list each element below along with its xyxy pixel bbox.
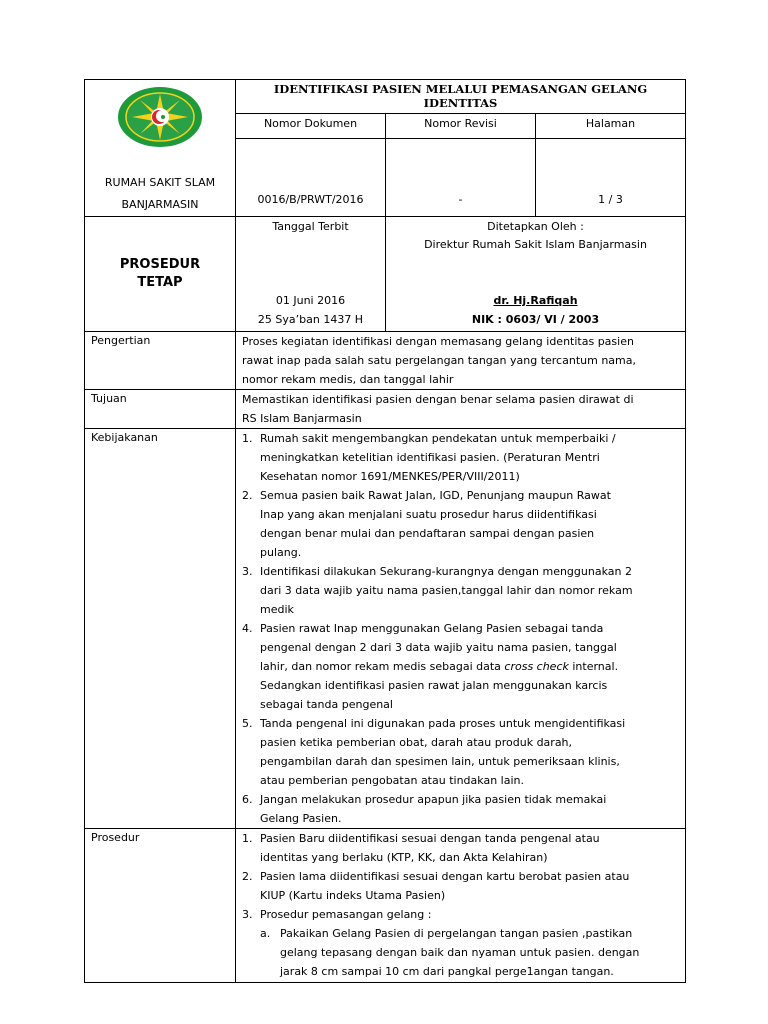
sub-list-item <box>242 924 679 981</box>
sop-header-table <box>84 79 686 983</box>
item-line: Gelang Pasien. <box>260 812 342 825</box>
prosedur-content <box>236 829 686 983</box>
item-line: jarak 8 cm sampai 10 cm dari pangkal perge1angan tangan. <box>280 965 614 978</box>
procedure-type-line1: PROSEDUR <box>119 257 201 272</box>
item-number: 1. <box>242 832 253 845</box>
item-line: sebagai tanda pengenal <box>260 698 393 711</box>
list-item <box>242 429 679 486</box>
pengertian-line: Proses kegiatan identifikasi dengan memasang gelang identitas pasien <box>242 335 634 348</box>
item-line: Pakaikan Gelang Pasien di pergelangan tangan pasien ,pastikan <box>280 927 633 940</box>
issue-date-hijri: 25 Sya’ban 1437 H <box>257 313 364 326</box>
list-item <box>242 486 679 562</box>
list-item <box>242 867 679 905</box>
item-line: Tanda pengenal ini digunakan pada proses untuk mengidentifikasi <box>260 717 626 730</box>
item-line: Inap yang akan menjalani suatu prosedur harus diidentifikasi <box>260 508 597 521</box>
item-line: pasien ketika pemberian obat, darah atau produk darah, <box>260 736 573 749</box>
list-item <box>242 790 679 828</box>
item-line: atau pemberian pengobatan atau tindakan lain. <box>260 774 524 787</box>
item-number: 3. <box>242 565 253 578</box>
list-item <box>242 905 679 924</box>
hospital-name-line1: RUMAH SAKIT SLAM <box>104 176 216 189</box>
pengertian-line: rawat inap pada salah satu pergelangan tangan yang tercantum nama, <box>242 354 636 367</box>
hospital-cell <box>85 80 236 217</box>
pengertian-content <box>236 332 686 390</box>
list-item <box>242 562 679 619</box>
item-letter: a. <box>260 927 271 940</box>
issue-date-label: Tanggal Terbit <box>272 220 349 233</box>
page-label: Halaman <box>536 114 686 139</box>
document-title: IDENTIFIKASI PASIEN MELALUI PEMASANGAN GELANG IDENTITAS <box>236 80 686 114</box>
item-line: Pasien rawat Inap menggunakan Gelang Pasien sebagai tanda <box>260 622 604 635</box>
tujuan-label: Tujuan <box>85 390 236 429</box>
list-item <box>242 829 679 867</box>
list-item <box>242 714 679 790</box>
item-line: gelang tepasang dengan baik dan nyaman untuk pasien. dengan <box>280 946 640 959</box>
item-line: medik <box>260 603 294 616</box>
italic-term: cross check <box>504 660 569 673</box>
tujuan-line: RS Islam Banjarmasin <box>242 412 362 425</box>
page-value: 1 / 3 <box>536 138 686 216</box>
item-line: dari 3 data wajib yaitu nama pasien,tanggal lahir dan nomor rekam <box>260 584 633 597</box>
item-line-text: lahir, dan nomor rekam medis sebagai data <box>260 660 505 673</box>
item-line: Semua pasien baik Rawat Jalan, IGD, Penunjang maupun Rawat <box>260 489 611 502</box>
tujuan-content <box>236 390 686 429</box>
item-line: Rumah sakit mengembangkan pendekatan untuk memperbaiki / <box>260 432 616 445</box>
list-item <box>242 619 679 714</box>
item-line: meningkatkan ketelitian identifikasi pasien. (Peraturan Mentri <box>260 451 600 464</box>
item-line: KIUP (Kartu indeks Utama Pasien) <box>260 889 446 902</box>
signer-nik: NIK : 0603/ VI / 2003 <box>471 313 600 326</box>
item-line: Sedangkan identifikasi pasien rawat jalan menggunakan karcis <box>260 679 608 692</box>
item-line: pulang. <box>260 546 302 559</box>
tujuan-line: Memastikan identifikasi pasien dengan benar selama pasien dirawat di <box>242 393 634 406</box>
doc-number-label: Nomor Dokumen <box>236 114 386 139</box>
item-number: 5. <box>242 717 253 730</box>
item-line: Identifikasi dilakukan Sekurang-kurangnya dengan menggunakan 2 <box>260 565 632 578</box>
item-line-text: internal. <box>568 660 619 673</box>
item-number: 6. <box>242 793 253 806</box>
item-line: pengenal dengan 2 dari 3 data wajib yaitu nama pasien, tanggal <box>260 641 617 654</box>
item-line: identitas yang berlaku (KTP, KK, dan Akta Kelahiran) <box>260 851 548 864</box>
item-line: pengambilan darah dan spesimen lain, untuk pemeriksaan klinis, <box>260 755 620 768</box>
item-number: 4. <box>242 622 253 635</box>
set-by-label: Ditetapkan Oleh : <box>487 220 584 233</box>
hospital-logo-icon <box>116 86 204 148</box>
item-line: Kesehatan nomor 1691/MENKES/PER/VIII/2011) <box>260 470 520 483</box>
item-line: Prosedur pemasangan gelang : <box>260 908 432 921</box>
set-by-role: Direktur Rumah Sakit Islam Banjarmasin <box>424 238 647 251</box>
issue-date: 01 Juni 2016 <box>275 294 346 307</box>
pengertian-line: nomor rekam medis, dan tanggal lahir <box>242 373 454 386</box>
hospital-name-line2: BANJARMASIN <box>121 198 199 211</box>
item-number: 1. <box>242 432 253 445</box>
item-line: dengan benar mulai dan pendaftaran sampai dengan pasien <box>260 527 595 540</box>
item-line: Jangan melakukan prosedur apapun jika pasien tidak memakai <box>260 793 607 806</box>
pengertian-label: Pengertian <box>85 332 236 390</box>
sop-document <box>84 79 685 983</box>
issue-date-cell <box>236 217 386 332</box>
revision-value: - <box>386 138 536 216</box>
kebijakan-label: Kebijakanan <box>85 429 236 829</box>
item-line: Pasien lama diidentifikasi sesuai dengan kartu berobat pasien atau <box>260 870 630 883</box>
signer-name: dr. Hj.Rafiqah <box>493 294 578 307</box>
item-number: 2. <box>242 870 253 883</box>
item-number: 2. <box>242 489 253 502</box>
doc-number: 0016/B/PRWT/2016 <box>236 138 386 216</box>
item-line <box>260 657 679 676</box>
revision-label: Nomor Revisi <box>386 114 536 139</box>
item-line: Pasien Baru diidentifikasi sesuai dengan tanda pengenal atau <box>260 832 600 845</box>
prosedur-label: Prosedur <box>85 829 236 983</box>
procedure-type-line2: TETAP <box>137 275 183 290</box>
item-number: 3. <box>242 908 253 921</box>
procedure-type-cell <box>85 217 236 332</box>
kebijakan-content <box>236 429 686 829</box>
set-by-cell <box>386 217 686 332</box>
